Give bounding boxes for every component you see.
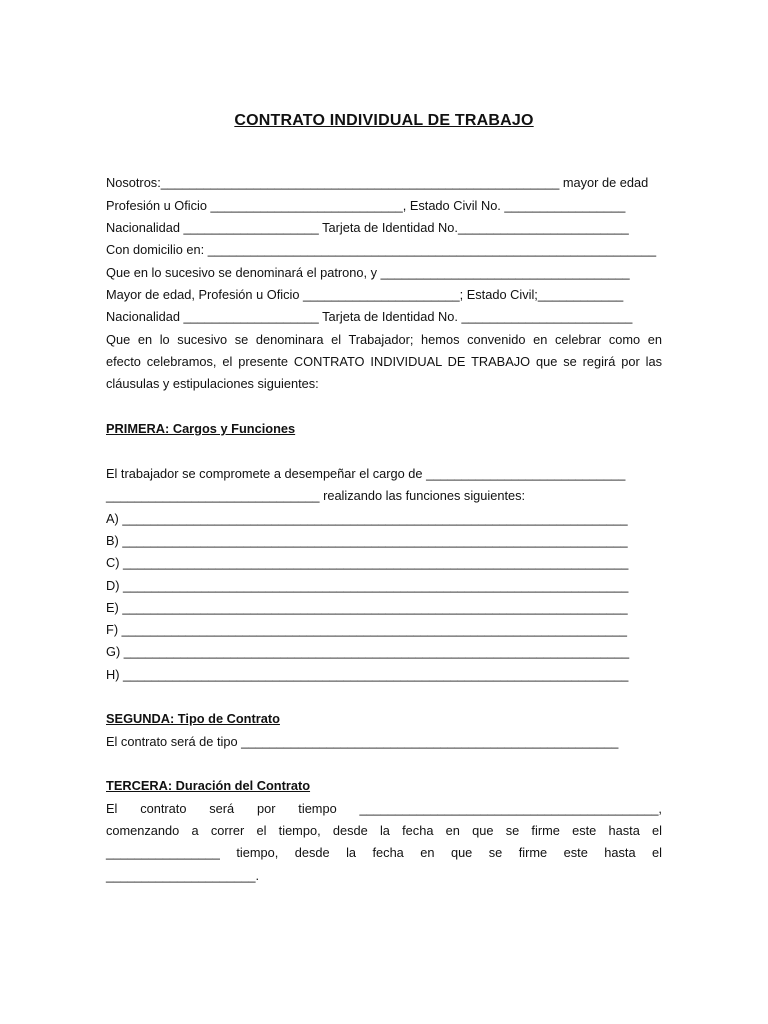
intro-line: Que en lo sucesivo se denominará el patrono, y ___________________________________	[106, 265, 630, 280]
intro-line: Profesión u Oficio ___________________________, Estado Civil No. _________________	[106, 198, 626, 213]
function-item-a: A) _______________________________________________________________________	[106, 511, 628, 526]
function-item-g: G) _______________________________________________________________________	[106, 644, 630, 659]
intro-line: Nacionalidad ___________________ Tarjeta de Identidad No. ________________________	[106, 309, 633, 324]
document-title: CONTRATO INDIVIDUAL DE TRABAJO	[234, 112, 534, 129]
function-item-e: E) _______________________________________________________________________	[106, 600, 628, 615]
tercera-line: El contrato será por tiempo __________________________________________,	[106, 801, 662, 816]
intro-line: Nacionalidad ___________________ Tarjeta de Identidad No.________________________	[106, 220, 629, 235]
primera-line: El trabajador se compromete a desempeñar el cargo de ____________________________	[106, 466, 626, 481]
tercera-line: ________________ tiempo, desde la fecha en que se firme este hasta el	[106, 845, 662, 860]
intro-line: Mayor de edad, Profesión u Oficio ______________________; Estado Civil;____________	[106, 287, 624, 302]
intro-line: cláusulas y estipulaciones siguientes:	[106, 376, 319, 391]
tercera-line: _____________________.	[106, 868, 260, 883]
function-item-d: D) _______________________________________________________________________	[106, 578, 629, 593]
intro-line: efecto celebramos, el presente CONTRATO INDIVIDUAL DE TRABAJO que se regirá por las	[106, 354, 662, 369]
primera-line: ______________________________ realizando las funciones siguientes:	[106, 488, 526, 503]
function-item-f: F) _______________________________________________________________________	[106, 622, 627, 637]
tercera-line: comenzando a correr el tiempo, desde la fecha en que se firme este hasta el	[106, 823, 662, 838]
function-item-b: B) _______________________________________________________________________	[106, 533, 628, 548]
intro-line: Que en lo sucesivo se denominara el Trabajador; hemos convenido en celebrar como en	[106, 332, 662, 347]
intro-line: Con domicilio en: _______________________________________________________________	[106, 242, 657, 257]
section-heading-primera: PRIMERA: Cargos y Funciones	[106, 421, 296, 436]
segunda-line: El contrato será de tipo _____________________________________________________	[106, 734, 619, 749]
section-heading-tercera: TERCERA: Duración del Contrato	[106, 778, 311, 793]
function-item-c: C) _______________________________________________________________________	[106, 555, 629, 570]
section-heading-segunda: SEGUNDA: Tipo de Contrato	[106, 711, 280, 726]
function-item-h: H) _______________________________________________________________________	[106, 667, 629, 682]
intro-line: Nosotros:________________________________________________________ mayor de edad	[106, 175, 649, 190]
